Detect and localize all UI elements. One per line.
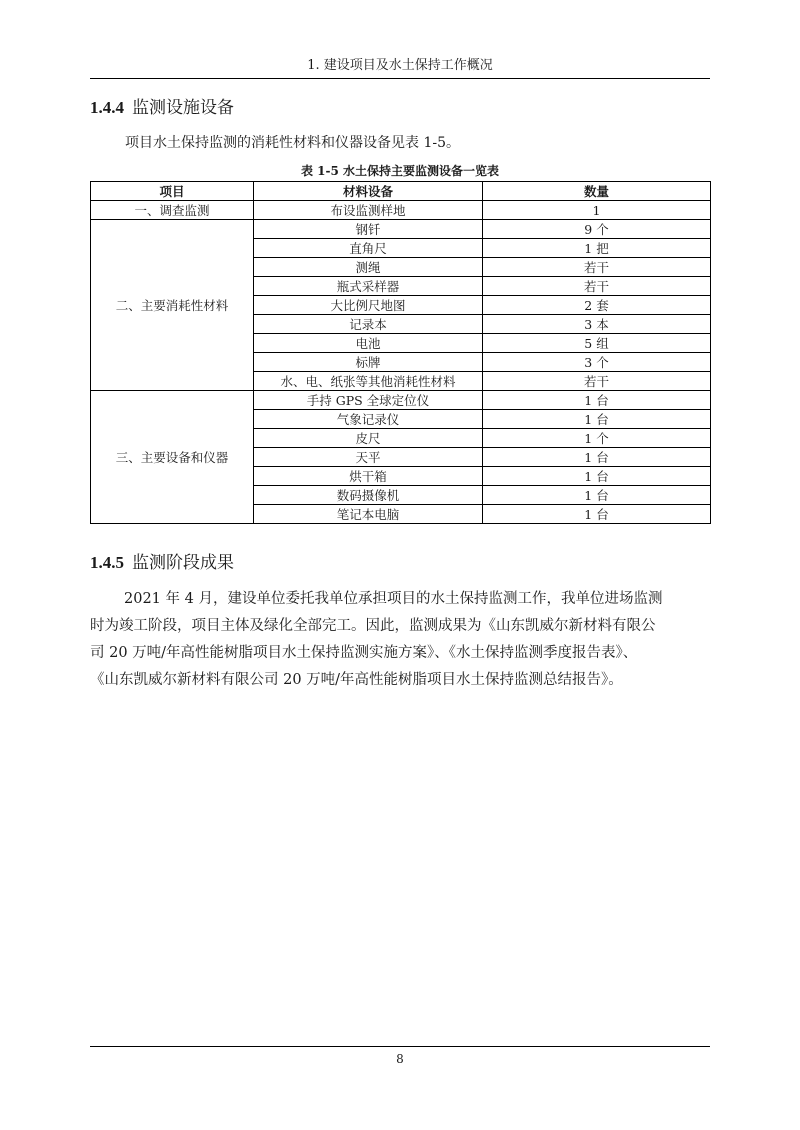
- table-row: [91, 201, 711, 220]
- section-title: 监测阶段成果: [132, 553, 234, 573]
- material-cell: 烘干箱: [254, 467, 483, 486]
- results-paragraph: [90, 586, 710, 694]
- material-cell: 测绳: [254, 258, 483, 277]
- quantity-cell: 1 台: [483, 505, 711, 524]
- quantity-cell: 1 个: [483, 429, 711, 448]
- paragraph-line: 司 20 万吨/年高性能树脂项目水土保持监测实施方案》、《水土保持监测季度报告表》、: [90, 645, 638, 661]
- header-material: 材料设备: [254, 182, 483, 201]
- quantity-cell: 1 台: [483, 486, 711, 505]
- section-number: 1.4.4: [90, 98, 124, 117]
- group-label-cell: 三、主要设备和仪器: [91, 391, 254, 524]
- quantity-cell: 1 台: [483, 410, 711, 429]
- material-cell: 数码摄像机: [254, 486, 483, 505]
- material-cell: 钢钎: [254, 220, 483, 239]
- material-cell: 水、电、纸张等其他消耗性材料: [254, 372, 483, 391]
- header-item: 项目: [91, 182, 254, 201]
- material-cell: 记录本: [254, 315, 483, 334]
- equipment-table: [90, 181, 711, 524]
- quantity-cell: 3 本: [483, 315, 711, 334]
- quantity-cell: 3 个: [483, 353, 711, 372]
- quantity-cell: 2 套: [483, 296, 711, 315]
- section-title: 监测设施设备: [132, 98, 234, 118]
- quantity-cell: 若干: [483, 277, 711, 296]
- table-row: [91, 220, 711, 239]
- group-label-cell: 一、调查监测: [91, 201, 254, 220]
- material-cell: 瓶式采样器: [254, 277, 483, 296]
- section-heading-1-4-4: [90, 97, 234, 119]
- page-number: 8: [396, 1052, 404, 1066]
- material-cell: 标牌: [254, 353, 483, 372]
- paragraph-line: 时为竣工阶段，项目主体及绿化全部完工。因此，监测成果为《山东凯威尔新材料有限公: [90, 618, 656, 634]
- material-cell: 布设监测样地: [254, 201, 483, 220]
- header-rule: [90, 78, 710, 79]
- material-cell: 气象记录仪: [254, 410, 483, 429]
- quantity-cell: 1 台: [483, 467, 711, 486]
- quantity-cell: 1 把: [483, 239, 711, 258]
- quantity-cell: 9 个: [483, 220, 711, 239]
- table-header-row: [91, 182, 711, 201]
- table-body: [91, 201, 711, 524]
- quantity-cell: 若干: [483, 258, 711, 277]
- material-cell: 大比例尺地图: [254, 296, 483, 315]
- section-heading-1-4-5: [90, 552, 234, 574]
- quantity-cell: 5 组: [483, 334, 711, 353]
- material-cell: 电池: [254, 334, 483, 353]
- paragraph-line: 2021 年 4 月，建设单位委托我单位承担项目的水土保持监测工作，我单位进场监测: [124, 591, 663, 607]
- quantity-cell: 若干: [483, 372, 711, 391]
- material-cell: 皮尺: [254, 429, 483, 448]
- material-cell: 天平: [254, 448, 483, 467]
- group-label-cell: 二、主要消耗性材料: [91, 220, 254, 391]
- running-header: 1. 建设项目及水土保持工作概况: [307, 58, 493, 73]
- quantity-cell: 1 台: [483, 391, 711, 410]
- header-quantity: 数量: [483, 182, 711, 201]
- quantity-cell: 1 台: [483, 448, 711, 467]
- material-cell: 直角尺: [254, 239, 483, 258]
- section-number: 1.4.5: [90, 553, 124, 572]
- intro-paragraph: 项目水土保持监测的消耗性材料和仪器设备见表 1-5。: [125, 135, 460, 151]
- quantity-cell: 1: [483, 201, 711, 220]
- table-caption: 表 1-5 水土保持主要监测设备一览表: [300, 164, 500, 178]
- footer-rule: [90, 1046, 710, 1047]
- paragraph-line: 《山东凯威尔新材料有限公司 20 万吨/年高性能树脂项目水土保持监测总结报告》。: [90, 672, 623, 688]
- material-cell: 笔记本电脑: [254, 505, 483, 524]
- material-cell: 手持 GPS 全球定位仪: [254, 391, 483, 410]
- table-row: [91, 391, 711, 410]
